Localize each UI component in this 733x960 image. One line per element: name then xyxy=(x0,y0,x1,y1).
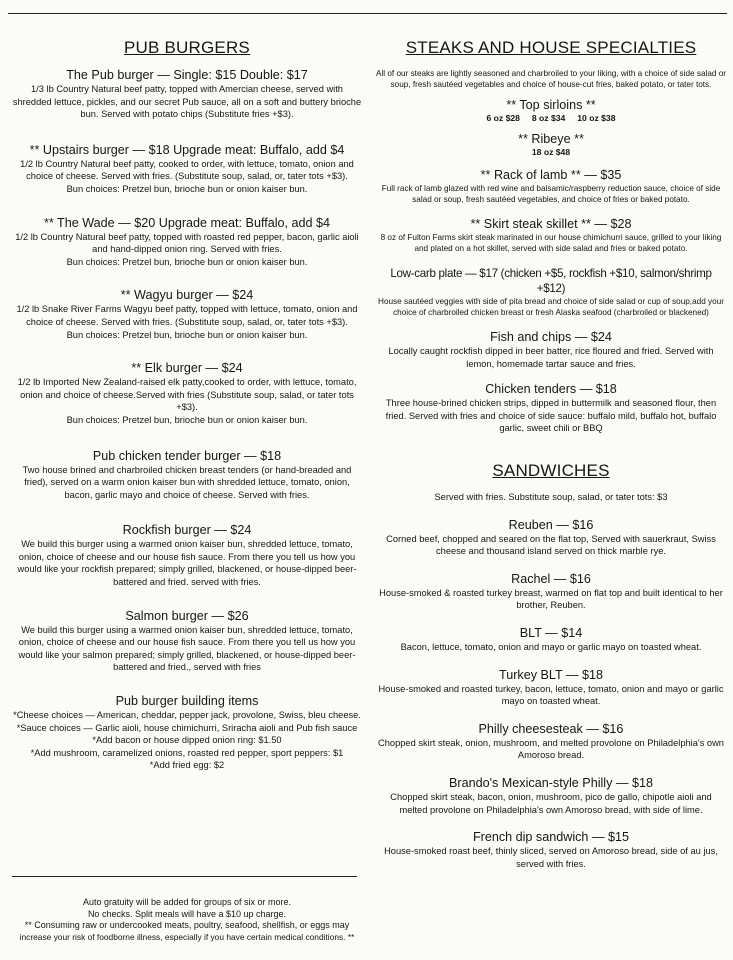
burger-building-items xyxy=(12,694,362,772)
bun-choices: Bun choices: Pretzel bun, brioche bun or onion kaiser bun. xyxy=(66,329,308,340)
item-title: BLT — $14 xyxy=(519,625,583,640)
item-description: Chopped skirt steak, onion, mushroom, and melted provolone on Philadelphia's own Amoroso bread. xyxy=(378,737,724,761)
menu-item xyxy=(376,626,726,654)
menu-item xyxy=(376,668,726,708)
item-description: 8 oz of Fulton Farms skirt steak marinated in our house chimichurri sauce, grilled to your liking and plated on a hot skillet, served with side salad and fries or baked potato. xyxy=(380,233,722,253)
menu-item xyxy=(376,98,726,124)
item-description: 1/2 lb Country Natural beef patty, cooked to order, with lettuce, tomato, onion and choice of cheese. Served with fries. (Substitute soup, salad, or, tater tots +$3). xyxy=(20,158,354,182)
item-description: House-smoked and roasted turkey, bacon, lettuce, tomato, onion and mayo or garlic mayo on toasted wheat. xyxy=(378,683,724,707)
burgers-column xyxy=(12,38,362,772)
item-description: 1/2 lb Country Natural beef patty, topped with roasted red pepper, bacon, garlic aioli and hand-dipped onion ring. Served with fries. xyxy=(15,231,359,255)
item-description: 1/2 lb Snake River Farms Wagyu beef patty, topped with lettuce, tomato, onion and choice of cheese. Served with fries. (Substitute soup, salad, or, tater tots +$3). xyxy=(16,304,358,327)
item-title: ** Ribeye ** xyxy=(518,132,584,146)
item-title: Fish and chips — $24 xyxy=(490,330,612,344)
item-title: ** The Wade — $20 Upgrade meat: Buffalo, add $4 xyxy=(43,215,331,230)
item-title: Philly cheesesteak — $16 xyxy=(478,721,624,736)
item-description: Bacon, lettuce, tomato, onion and mayo or garlic mayo on toasted wheat. xyxy=(400,641,702,652)
menu-item xyxy=(12,609,362,674)
item-description: 1/2 lb Imported New Zealand-raised elk patty,cooked to order, with lettuce, tomato, onion and choice of cheese.Served with fries (Substitute soup, salad, or tater tots +$3). xyxy=(17,377,357,413)
footer-line: increase your risk of foodborne illness, especially if you have certain medical conditions. ** xyxy=(19,931,355,942)
item-prices: 6 oz $28 8 oz $34 10 oz $38 xyxy=(486,113,616,123)
menu-item xyxy=(376,382,726,435)
menu-item xyxy=(376,572,726,612)
building-line: *Add bacon or house dipped onion ring: $1.50 xyxy=(92,735,282,746)
item-description: Locally caught rockfish dipped in beer batter, rice floured and fried. Served with lemon, homemade tartar sauce and fries. xyxy=(388,346,714,369)
item-description: 1/3 lb Country Natural beef patty, topped with Amercian cheese, served with shredded lettuce, pickles, and our secret Pub sauce, all on a soft and buttery brioche bun. Served with potato chips (Substitute fries +$3). xyxy=(12,84,362,120)
steaks-intro: All of our steaks are lightly seasoned and charbroiled to your liking, with a choice of side salad or soup, fresh sautéed vegetables and choice of house-cut fries, baked potato, or tater tots. xyxy=(376,69,726,89)
item-title: ** Elk burger — $24 xyxy=(131,361,243,376)
bottom-divider xyxy=(12,876,357,877)
item-description: House-smoked roast beef, thinly sliced, served on Amoroso bread, side of au jus, served with fries. xyxy=(384,846,718,869)
item-description: Corned beef, chopped and seared on the flat top, Served with sauerkraut, Swiss cheese and thousand island served on thick marble rye. xyxy=(386,533,716,557)
menu-item xyxy=(376,168,726,205)
sandwiches-intro: Served with fries. Substitute soup, salad, or tater tots: $3 xyxy=(434,491,668,502)
item-description: Three house-brined chicken strips, dipped in buttermilk and seasoned flour, then fried. Served with fries and choice of side sauce: buffalo mild, buffalo hot, buffalo garlic, sweet chili or BBQ xyxy=(385,398,717,434)
building-line: *Add mushroom, caramelized onions, roasted red pepper, sport peppers: $1 xyxy=(30,747,344,758)
item-title: ** Upstairs burger — $18 Upgrade meat: Buffalo, add $4 xyxy=(29,142,345,157)
bun-choices: Bun choices: Pretzel bun, brioche bun or onion kaiser bun. xyxy=(66,256,308,267)
steaks-column xyxy=(376,38,726,870)
section-title-steaks: STEAKS AND HOUSE SPECIALTIES xyxy=(405,38,697,57)
item-description: Full rack of lamb glazed with red wine and balsamic/raspberry reduction sauce, choice of side salad or soup, fresh sautéed vegetables, and choice of fries or baked potato. xyxy=(381,184,721,204)
item-description: We build this burger using a warmed onion kaiser bun, shredded lettuce, tomato, onion, choice of cheese and our house fish sauce. From there you tell us how you would like your salmon prepared; simply grilled, blackened, or house-dipped beer-battered and fried., served with fries xyxy=(18,624,356,673)
section-title-burgers: PUB BURGERS xyxy=(124,38,250,57)
item-title: Rachel — $16 xyxy=(511,571,591,586)
item-title: ** Skirt steak skillet ** — $28 xyxy=(470,217,632,231)
item-title: ** Wagyu burger — $24 xyxy=(120,288,254,303)
menu-item xyxy=(12,523,362,588)
item-title: Rockfish burger — $24 xyxy=(122,523,252,538)
menu-item xyxy=(12,449,362,502)
menu-item xyxy=(376,266,726,318)
bun-choices: Bun choices: Pretzel bun, brioche bun or onion kaiser bun. xyxy=(66,183,308,194)
building-line: *Cheese choices — American, cheddar, pepper jack, provolone, Swiss, bleu cheese. xyxy=(13,710,361,721)
bun-choices: Bun choices: Pretzel bun, brioche bun or onion kaiser bun. xyxy=(66,414,308,425)
menu-item xyxy=(376,132,726,158)
menu-item xyxy=(12,288,362,341)
item-title: Turkey BLT — $18 xyxy=(498,667,604,682)
item-title: ** Rack of lamb ** — $35 xyxy=(480,168,622,182)
menu-item xyxy=(376,217,726,254)
item-title: Reuben — $16 xyxy=(508,517,594,532)
item-prices: 18 oz $48 xyxy=(531,147,571,157)
item-title: Pub chicken tender burger — $18 xyxy=(92,448,282,463)
item-title: Low-carb plate — $17 (chicken +$5, rockfish +$10, salmon/shrimp +$12) xyxy=(390,267,712,295)
footer-line: Auto gratuity will be added for groups of six or more. xyxy=(82,897,292,907)
item-title: Salmon burger — $26 xyxy=(125,608,249,623)
footer-line: No checks. Split meals will have a $10 up charge. xyxy=(87,908,287,919)
item-title: ** Top sirloins ** xyxy=(506,98,596,112)
building-line: *Add fried egg: $2 xyxy=(149,760,225,771)
item-title: French dip sandwich — $15 xyxy=(472,830,630,845)
menu-item xyxy=(376,830,726,870)
top-divider xyxy=(8,13,727,14)
item-description: House-smoked & roasted turkey breast, warmed on flat top and built identical to her brother, Reuben. xyxy=(379,587,723,611)
menu-item xyxy=(12,143,362,196)
menu-item xyxy=(12,68,362,121)
menu-item xyxy=(376,776,726,816)
menu-item xyxy=(12,361,362,426)
menu-item xyxy=(376,722,726,762)
menu-item xyxy=(12,216,362,269)
item-title: Brando's Mexican-style Philly — $18 xyxy=(449,775,653,790)
item-description: Two house brined and charbroiled chicken breast tenders (or hand-breaded and fried), served on a warm onion kaiser bun with shredded lettuce, tomato, onion, bacon, garlic mayo and choice of cheese. Served with fries. xyxy=(22,464,352,500)
item-description: House sautéed veggies with side of pita bread and choice of side salad or cup of soup,add your choice of charbroiled chicken breast or fresh Alaska seafood (charbroiled or blackened) xyxy=(378,297,724,317)
building-line: *Sauce choices — Garlic aioli, house chimichurri, Sriracha aioli and Pub fish sauce xyxy=(16,722,358,733)
item-title: Pub burger building items xyxy=(115,694,259,709)
menu-item xyxy=(376,330,726,370)
item-description: Chopped skirt steak, bacon, onion, mushroom, pico de gallo, chipotle aioli and melted provolone on Philadelphia's own Amoroso bread, with side of lime. xyxy=(390,791,712,815)
item-description: We build this burger using a warmed onion kaiser bun, shredded lettuce, tomato, onion, choice of cheese and our house fish sauce. From there you tell us how you would like your rockfish prepared; simply grilled, blackened, or house-dipped beer-battered and fried. served with fries. xyxy=(17,539,357,588)
footer-notice xyxy=(12,897,362,943)
menu-item xyxy=(376,518,726,558)
footer-line: ** Consuming raw or undercooked meats, poultry, seafood, shellfish, or eggs may xyxy=(24,920,350,930)
section-title-sandwiches: SANDWICHES xyxy=(492,460,610,480)
item-title: Chicken tenders — $18 xyxy=(485,382,617,397)
item-title: The Pub burger — Single: $15 Double: $17 xyxy=(66,68,308,82)
